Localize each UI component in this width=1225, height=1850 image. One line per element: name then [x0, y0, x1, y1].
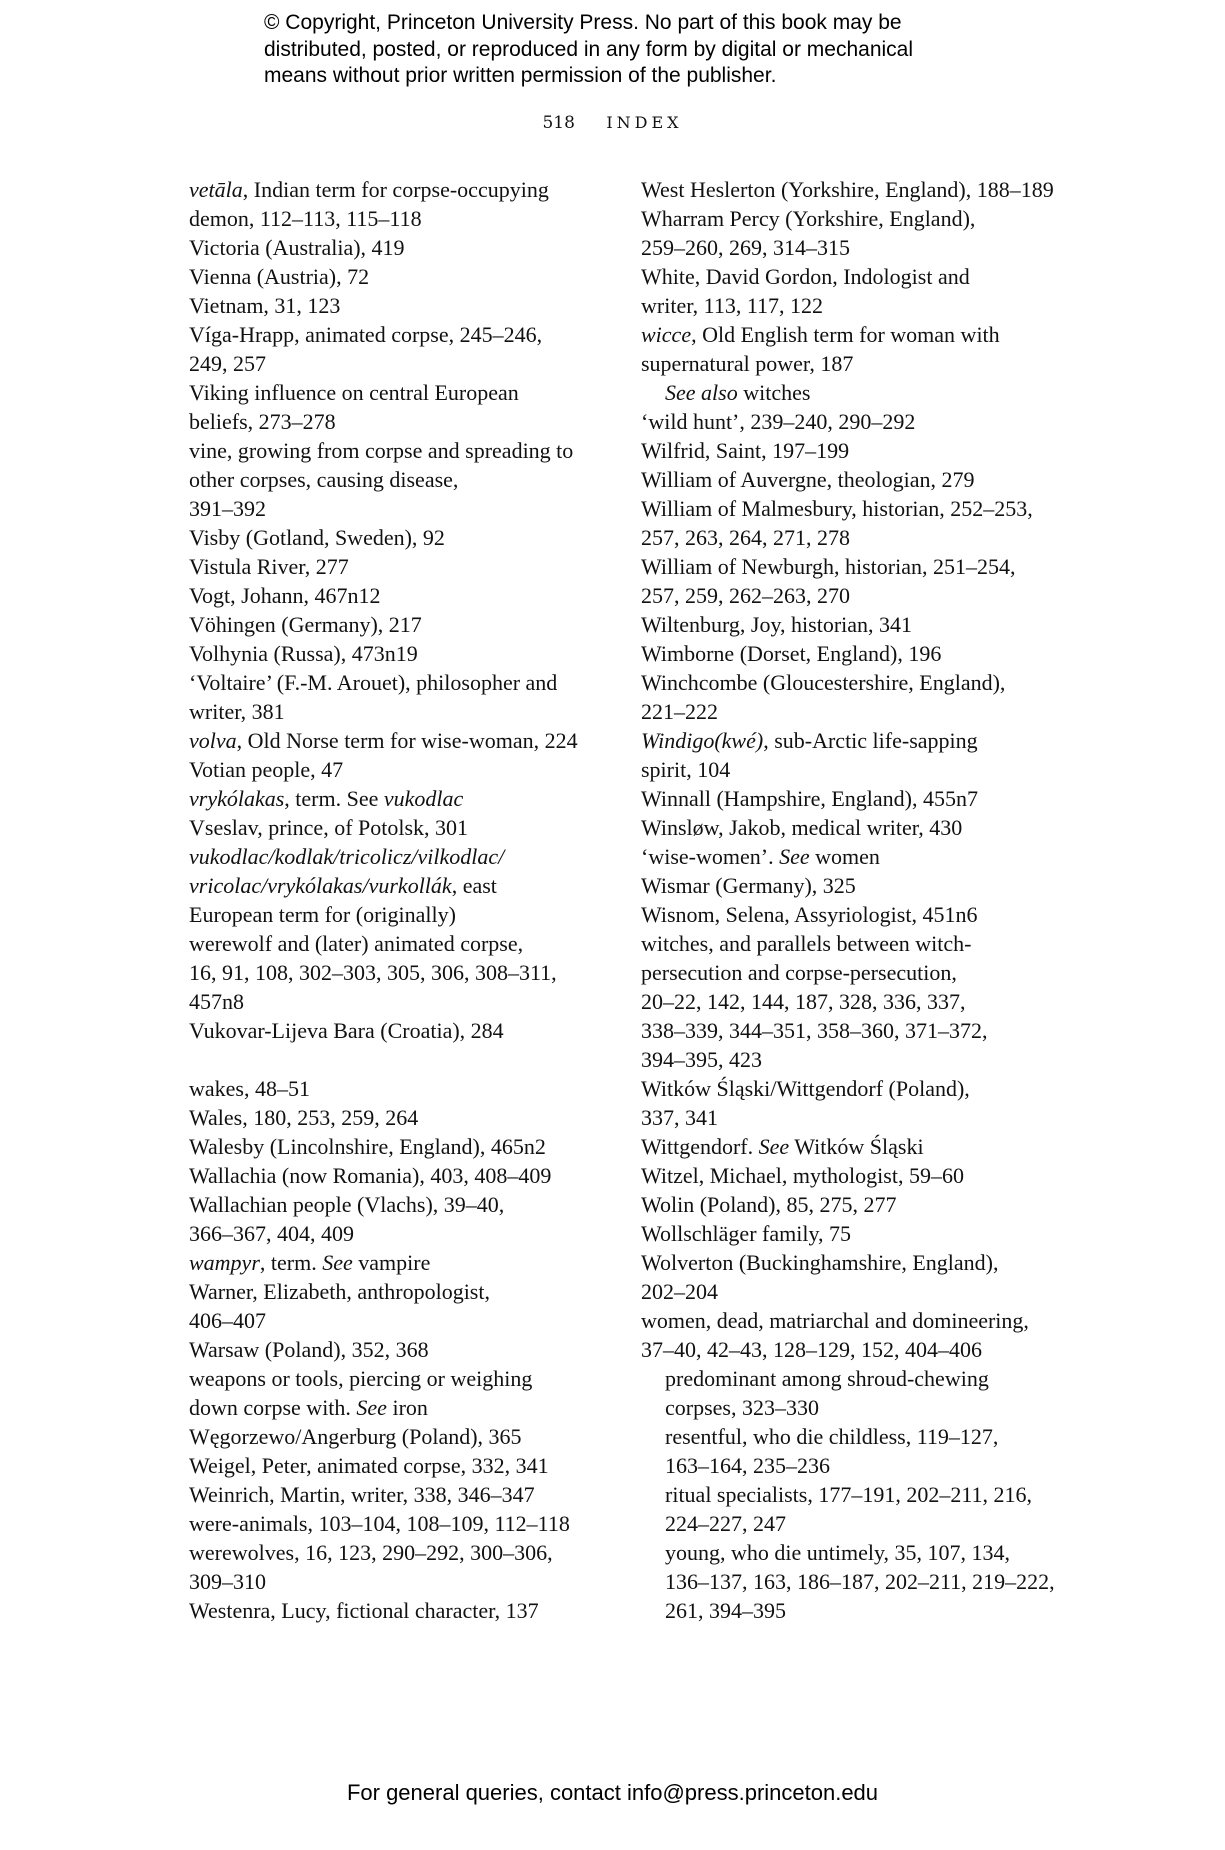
index-entry-line: Weigel, Peter, animated corpse, 332, 341 — [189, 1453, 549, 1478]
index-entry-line: Wilfrid, Saint, 197–199 — [641, 438, 850, 463]
index-entry-line: Wismar (Germany), 325 — [641, 873, 856, 898]
index-entry — [189, 755, 614, 784]
index-subentry — [641, 1422, 1061, 1480]
index-entry-line: Vseslav, prince, of Potolsk, 301 — [189, 815, 469, 840]
index-entry-line: predominant among shroud-chewing — [665, 1366, 989, 1391]
index-entry — [189, 552, 614, 581]
index-entry-line: wakes, 48–51 — [189, 1076, 310, 1101]
index-entry-line: Wharram Percy (Yorkshire, England), — [641, 206, 976, 231]
index-entry-line: Witzel, Michael, mythologist, 59–60 — [641, 1163, 964, 1188]
index-entry-line: Wisnom, Selena, Assyriologist, 451n6 — [641, 902, 978, 927]
index-entry-line: Víga-Hrapp, animated corpse, 245–246, — [189, 322, 543, 347]
page-title: INDEX — [606, 113, 683, 132]
index-entry — [641, 1190, 1061, 1219]
index-entry-line: Warner, Elizabeth, anthropologist, — [189, 1279, 490, 1304]
copyright-line: means without prior written permission of the publisher. — [264, 64, 777, 87]
index-entry-line: demon, 112–113, 115–118 — [189, 206, 422, 231]
index-entry-line: 163–164, 235–236 — [665, 1453, 830, 1478]
index-entry — [641, 1161, 1061, 1190]
index-entry-line: Vogt, Johann, 467n12 — [189, 583, 381, 608]
index-entry-line: vetāla, Indian term for corpse-occupying — [189, 177, 549, 202]
index-entry-line: Wallachia (now Romania), 403, 408–409 — [189, 1163, 552, 1188]
index-entry — [189, 1016, 614, 1045]
index-entry — [189, 639, 614, 668]
index-entry-line: werewolves, 16, 123, 290–292, 300–306, — [189, 1540, 553, 1565]
index-entry — [189, 1074, 614, 1103]
page-number: 518 — [542, 113, 575, 133]
index-entry-line: ‘Voltaire’ (F.-M. Arouet), philosopher and — [189, 670, 558, 695]
index-entry — [189, 1248, 614, 1277]
copyright-line: © Copyright, Princeton University Press. No part of this book may be — [264, 11, 902, 34]
index-entry-line: Windigo(kwé), sub-Arctic life-sapping — [641, 728, 978, 753]
index-entry — [189, 1103, 614, 1132]
index-entry-line: writer, 113, 117, 122 — [641, 293, 824, 318]
index-entry-line: Wolin (Poland), 85, 275, 277 — [641, 1192, 897, 1217]
letter-section-gap — [189, 1045, 614, 1074]
index-entry-line: Victoria (Australia), 419 — [189, 235, 405, 260]
index-entry-line: 16, 91, 108, 302–303, 305, 306, 308–311, — [189, 960, 557, 985]
index-entry — [189, 436, 614, 523]
index-entry-line: Winnall (Hampshire, England), 455n7 — [641, 786, 978, 811]
index-entry-line: 261, 394–395 — [665, 1598, 786, 1623]
index-entry-line: 221–222 — [641, 699, 718, 724]
index-entry — [189, 1451, 614, 1480]
index-entry-line: West Heslerton (Yorkshire, England), 188–189 — [641, 177, 1054, 202]
index-entry-line: 136–137, 163, 186–187, 202–211, 219–222, — [665, 1569, 1055, 1594]
index-entry — [641, 668, 1061, 726]
index-entry — [641, 610, 1061, 639]
footer-contact: For general queries, contact info@press.princeton.edu — [346, 1780, 879, 1805]
index-entry — [641, 639, 1061, 668]
index-subentry — [641, 1538, 1061, 1625]
index-entry-line: 337, 341 — [641, 1105, 718, 1130]
index-entry-line: resentful, who die childless, 119–127, — [665, 1424, 999, 1449]
index-entry — [189, 1480, 614, 1509]
index-entry — [189, 1422, 614, 1451]
index-entry-line: Viking influence on central European — [189, 380, 519, 405]
index-entry-line: 394–395, 423 — [641, 1047, 762, 1072]
index-entry-line: 309–310 — [189, 1569, 266, 1594]
copyright-line: distributed, posted, or reproduced in any form by digital or mechanical — [264, 37, 914, 61]
index-entry-line: 224–227, 247 — [665, 1511, 786, 1536]
index-entry-line: 257, 259, 262–263, 270 — [641, 583, 850, 608]
index-entry — [641, 552, 1061, 610]
index-entry — [641, 1219, 1061, 1248]
index-entry — [641, 407, 1061, 436]
index-entry — [189, 726, 614, 755]
index-entry-line: William of Auvergne, theologian, 279 — [641, 467, 975, 492]
index-entry — [641, 494, 1061, 552]
index-column-left — [189, 175, 614, 1625]
index-entry-line: 259–260, 269, 314–315 — [641, 235, 850, 260]
index-entry-line: supernatural power, 187 — [641, 351, 854, 376]
index-entry-line: volva, Old Norse term for wise-woman, 224 — [189, 728, 578, 753]
index-entry-line: Witków Śląski/Wittgendorf (Poland), — [641, 1076, 970, 1101]
index-entry — [189, 1509, 614, 1538]
index-entry-line: vrykólakas, term. See vukodlac — [189, 786, 464, 811]
index-entry-line: European term for (originally) — [189, 902, 456, 927]
index-entry — [641, 1132, 1061, 1161]
index-entry — [641, 436, 1061, 465]
index-entry-line: Wittgendorf. See Witków Śląski — [641, 1134, 924, 1159]
index-entry-line: 366–367, 404, 409 — [189, 1221, 354, 1246]
running-head — [0, 113, 1225, 133]
index-entry — [641, 465, 1061, 494]
index-entry-line: young, who die untimely, 35, 107, 134, — [665, 1540, 1011, 1565]
index-entry — [641, 262, 1061, 320]
index-entry — [189, 668, 614, 726]
index-entry-line: White, David Gordon, Indologist and — [641, 264, 970, 289]
index-entry-line: Vienna (Austria), 72 — [189, 264, 370, 289]
index-entry-line: Wallachian people (Vlachs), 39–40, — [189, 1192, 505, 1217]
index-entry-line: writer, 381 — [189, 699, 285, 724]
index-entry — [641, 929, 1061, 1074]
index-entry-line: Wimborne (Dorset, England), 196 — [641, 641, 942, 666]
index-entry-line: Walesby (Lincolnshire, England), 465n2 — [189, 1134, 546, 1159]
index-entry — [189, 1596, 614, 1625]
index-entry — [189, 1190, 614, 1248]
index-entry — [641, 204, 1061, 262]
index-entry-line: Winsløw, Jakob, medical writer, 430 — [641, 815, 963, 840]
index-entry-line: persecution and corpse-persecution, — [641, 960, 957, 985]
index-entry — [641, 1074, 1061, 1132]
index-entry — [189, 1132, 614, 1161]
index-entry-line: Wolverton (Buckinghamshire, England), — [641, 1250, 999, 1275]
index-entry-line: 20–22, 142, 144, 187, 328, 336, 337, — [641, 989, 966, 1014]
index-entry-line: spirit, 104 — [641, 757, 731, 782]
index-entry-line: vine, growing from corpse and spreading to — [189, 438, 574, 463]
index-entry — [641, 726, 1061, 784]
index-entry-line: vukodlac/kodlak/tricolicz/vilkodlac/ — [189, 844, 505, 869]
index-entry-line: 37–40, 42–43, 128–129, 152, 404–406 — [641, 1337, 982, 1362]
index-entry-line: were-animals, 103–104, 108–109, 112–118 — [189, 1511, 570, 1536]
index-entry-line: wampyr, term. See vampire — [189, 1250, 431, 1275]
index-subentry — [641, 1480, 1061, 1538]
index-entry-line: ‘wild hunt’, 239–240, 290–292 — [641, 409, 916, 434]
index-entry-line: Vietnam, 31, 123 — [189, 293, 341, 318]
index-entry-line: 457n8 — [189, 989, 244, 1014]
index-entry — [189, 175, 614, 233]
index-entry-line: 391–392 — [189, 496, 266, 521]
index-entry — [189, 1277, 614, 1335]
index-entry — [189, 233, 614, 262]
index-entry-line: other corpses, causing disease, — [189, 467, 459, 492]
index-entry-line: wicce, Old English term for woman with — [641, 322, 1000, 347]
index-entry — [641, 1248, 1061, 1306]
index-entry — [189, 1538, 614, 1596]
index-entry — [189, 813, 614, 842]
index-entry — [641, 175, 1061, 204]
index-entry-line: down corpse with. See iron — [189, 1395, 428, 1420]
index-entry — [189, 610, 614, 639]
index-entry — [189, 842, 614, 1016]
index-entry-line: Volhynia (Russa), 473n19 — [189, 641, 418, 666]
index-entry — [189, 291, 614, 320]
index-entry — [641, 784, 1061, 813]
index-entry-line: beliefs, 273–278 — [189, 409, 336, 434]
index-entry-line: Vöhingen (Germany), 217 — [189, 612, 422, 637]
index-entry-line: vricolac/vrykólakas/vurkollák, east — [189, 873, 497, 898]
index-entry-line: werewolf and (later) animated corpse, — [189, 931, 524, 956]
index-entry-line: witches, and parallels between witch- — [641, 931, 972, 956]
copyright-notice — [264, 10, 984, 90]
index-entry — [189, 523, 614, 552]
index-entry-line: women, dead, matriarchal and domineering, — [641, 1308, 1029, 1333]
index-entry-line: weapons or tools, piercing or weighing — [189, 1366, 533, 1391]
index-entry-line: Wollschläger family, 75 — [641, 1221, 852, 1246]
index-entry-line: Visby (Gotland, Sweden), 92 — [189, 525, 445, 550]
index-entry — [641, 871, 1061, 900]
index-entry-line: Westenra, Lucy, fictional character, 137 — [189, 1598, 539, 1623]
index-entry — [189, 378, 614, 436]
index-entry — [641, 1306, 1061, 1364]
index-entry — [641, 813, 1061, 842]
index-entry-line: Warsaw (Poland), 352, 368 — [189, 1337, 429, 1362]
index-entry — [189, 1364, 614, 1422]
index-entry-line: ritual specialists, 177–191, 202–211, 216, — [665, 1482, 1033, 1507]
index-entry — [189, 1335, 614, 1364]
index-entry-line: William of Malmesbury, historian, 252–253, — [641, 496, 1033, 521]
index-entry — [641, 320, 1061, 378]
index-entry-line: Wales, 180, 253, 259, 264 — [189, 1105, 419, 1130]
index-entry-line: Wiltenburg, Joy, historian, 341 — [641, 612, 913, 637]
index-entry-line: 249, 257 — [189, 351, 266, 376]
index-entry-line: ‘wise-women’. See women — [641, 844, 880, 869]
index-entry-line: Vistula River, 277 — [189, 554, 349, 579]
index-entry-line: Węgorzewo/Angerburg (Poland), 365 — [189, 1424, 522, 1449]
index-entry — [189, 262, 614, 291]
index-entry-line: Winchcombe (Gloucestershire, England), — [641, 670, 1006, 695]
index-entry-line: 202–204 — [641, 1279, 718, 1304]
index-column-right — [641, 175, 1061, 1625]
index-entry-line: corpses, 323–330 — [665, 1395, 819, 1420]
index-entry — [189, 784, 614, 813]
index-entry-line: 338–339, 344–351, 358–360, 371–372, — [641, 1018, 988, 1043]
index-entry-line: 406–407 — [189, 1308, 266, 1333]
index-entry-line: Vukovar-Lijeva Bara (Croatia), 284 — [189, 1018, 504, 1043]
index-entry-line: Votian people, 47 — [189, 757, 344, 782]
index-entry-line: William of Newburgh, historian, 251–254, — [641, 554, 1016, 579]
index-entry — [189, 1161, 614, 1190]
index-entry-line: 257, 263, 264, 271, 278 — [641, 525, 850, 550]
index-subentry — [641, 378, 1061, 407]
index-entry — [641, 900, 1061, 929]
index-entry — [189, 581, 614, 610]
index-entry-line: See also witches — [665, 380, 811, 405]
index-entry — [641, 842, 1061, 871]
index-entry-line: Weinrich, Martin, writer, 338, 346–347 — [189, 1482, 535, 1507]
index-entry — [189, 320, 614, 378]
index-subentry — [641, 1364, 1061, 1422]
